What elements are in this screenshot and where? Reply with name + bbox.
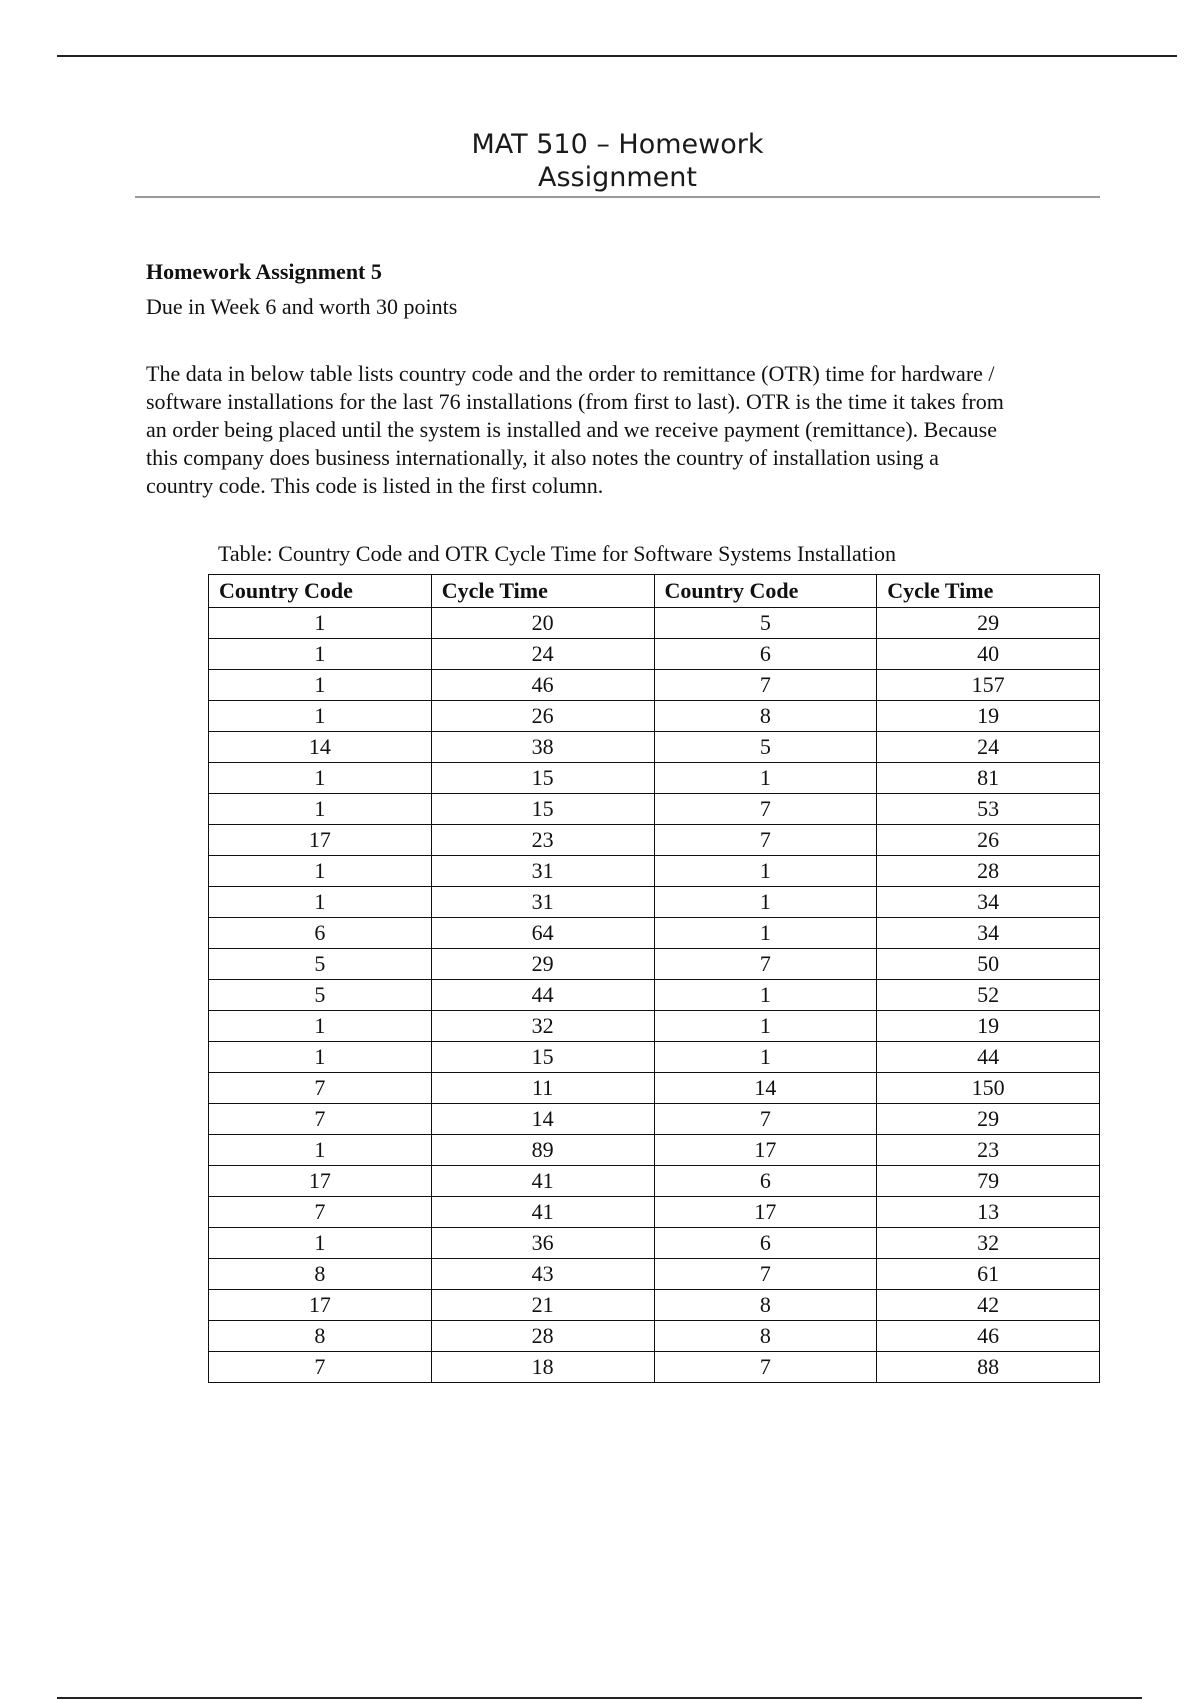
table-row xyxy=(209,825,1100,856)
cycle-time-cell: 42 xyxy=(877,1290,1100,1321)
cycle-time-cell: 52 xyxy=(877,980,1100,1011)
cycle-time-cell: 32 xyxy=(877,1228,1100,1259)
table-header-row xyxy=(209,575,1100,608)
cycle-time-cell: 15 xyxy=(431,1042,654,1073)
country-code-cell: 7 xyxy=(209,1197,432,1228)
country-code-cell: 1 xyxy=(209,1042,432,1073)
country-code-cell: 8 xyxy=(209,1321,432,1352)
country-code-cell: 7 xyxy=(654,1259,877,1290)
cycle-time-cell: 43 xyxy=(431,1259,654,1290)
cycle-time-cell: 20 xyxy=(431,608,654,639)
country-code-cell: 8 xyxy=(654,1321,877,1352)
table-row xyxy=(209,918,1100,949)
cycle-time-cell: 41 xyxy=(431,1197,654,1228)
table-row xyxy=(209,701,1100,732)
paragraph-line: The data in below table lists country code and the order to remittance (OTR) time for hardware / xyxy=(146,361,995,386)
country-code-cell: 1 xyxy=(654,980,877,1011)
due-note: Due in Week 6 and worth 30 points xyxy=(146,294,458,319)
cycle-time-cell: 26 xyxy=(431,701,654,732)
cycle-time-cell: 15 xyxy=(431,794,654,825)
country-code-cell: 17 xyxy=(654,1135,877,1166)
table-row xyxy=(209,670,1100,701)
country-code-cell: 1 xyxy=(209,608,432,639)
paragraph-line: this company does business internationally, it also notes the country of installation using a xyxy=(146,445,939,470)
country-code-cell: 5 xyxy=(209,980,432,1011)
cycle-time-cell: 157 xyxy=(877,670,1100,701)
country-code-cell: 1 xyxy=(209,1228,432,1259)
cycle-time-cell: 23 xyxy=(431,825,654,856)
table-row xyxy=(209,1228,1100,1259)
country-code-cell: 6 xyxy=(209,918,432,949)
country-code-cell: 7 xyxy=(654,1352,877,1383)
table-body xyxy=(209,608,1100,1383)
country-code-cell: 17 xyxy=(654,1197,877,1228)
cycle-time-cell: 53 xyxy=(877,794,1100,825)
country-code-cell: 14 xyxy=(654,1073,877,1104)
table-row xyxy=(209,980,1100,1011)
cycle-time-cell: 50 xyxy=(877,949,1100,980)
country-code-cell: 6 xyxy=(654,1228,877,1259)
cycle-time-cell: 13 xyxy=(877,1197,1100,1228)
country-code-cell: 1 xyxy=(654,1042,877,1073)
country-code-cell: 7 xyxy=(654,794,877,825)
country-code-cell: 6 xyxy=(654,1166,877,1197)
table-row xyxy=(209,1011,1100,1042)
country-code-cell: 1 xyxy=(209,1135,432,1166)
country-code-cell: 1 xyxy=(209,856,432,887)
table-caption: Table: Country Code and OTR Cycle Time for Software Systems Installation xyxy=(218,541,896,566)
country-code-cell: 1 xyxy=(654,763,877,794)
country-code-cell: 7 xyxy=(654,949,877,980)
assignment-heading: Homework Assignment 5 xyxy=(146,259,382,284)
cycle-time-cell: 24 xyxy=(877,732,1100,763)
otr-data-table xyxy=(208,574,1100,1383)
table-row xyxy=(209,1352,1100,1383)
country-code-cell: 7 xyxy=(209,1104,432,1135)
country-code-cell: 7 xyxy=(654,1104,877,1135)
cycle-time-cell: 19 xyxy=(877,701,1100,732)
table-row xyxy=(209,1104,1100,1135)
cycle-time-cell: 44 xyxy=(431,980,654,1011)
table-row xyxy=(209,1321,1100,1352)
document-title xyxy=(135,128,1100,194)
cycle-time-cell: 44 xyxy=(877,1042,1100,1073)
table-row xyxy=(209,1135,1100,1166)
cycle-time-cell: 26 xyxy=(877,825,1100,856)
table-row xyxy=(209,1166,1100,1197)
cycle-time-cell: 21 xyxy=(431,1290,654,1321)
country-code-cell: 1 xyxy=(654,856,877,887)
country-code-cell: 7 xyxy=(654,670,877,701)
cycle-time-cell: 31 xyxy=(431,887,654,918)
table-row xyxy=(209,794,1100,825)
header-cycle-time: Cycle Time xyxy=(877,575,1100,608)
table-row xyxy=(209,1197,1100,1228)
table-row xyxy=(209,949,1100,980)
cycle-time-cell: 46 xyxy=(431,670,654,701)
header-country-code: Country Code xyxy=(654,575,877,608)
cycle-time-cell: 34 xyxy=(877,918,1100,949)
header-cycle-time: Cycle Time xyxy=(431,575,654,608)
cycle-time-cell: 23 xyxy=(877,1135,1100,1166)
cycle-time-cell: 29 xyxy=(877,1104,1100,1135)
cycle-time-cell: 46 xyxy=(877,1321,1100,1352)
country-code-cell: 17 xyxy=(209,1290,432,1321)
country-code-cell: 1 xyxy=(209,701,432,732)
table-row xyxy=(209,1290,1100,1321)
country-code-cell: 1 xyxy=(209,887,432,918)
title-underline xyxy=(135,196,1100,198)
country-code-cell: 1 xyxy=(209,670,432,701)
cycle-time-cell: 40 xyxy=(877,639,1100,670)
country-code-cell: 7 xyxy=(209,1073,432,1104)
table-row xyxy=(209,732,1100,763)
cycle-time-cell: 29 xyxy=(877,608,1100,639)
country-code-cell: 7 xyxy=(654,825,877,856)
country-code-cell: 6 xyxy=(654,639,877,670)
cycle-time-cell: 64 xyxy=(431,918,654,949)
country-code-cell: 17 xyxy=(209,1166,432,1197)
cycle-time-cell: 61 xyxy=(877,1259,1100,1290)
page-top-rule xyxy=(57,55,1177,57)
document-title-line-1: MAT 510 – Homework xyxy=(471,129,764,160)
country-code-cell: 17 xyxy=(209,825,432,856)
cycle-time-cell: 41 xyxy=(431,1166,654,1197)
cycle-time-cell: 36 xyxy=(431,1228,654,1259)
cycle-time-cell: 28 xyxy=(431,1321,654,1352)
country-code-cell: 7 xyxy=(209,1352,432,1383)
cycle-time-cell: 150 xyxy=(877,1073,1100,1104)
cycle-time-cell: 38 xyxy=(431,732,654,763)
cycle-time-cell: 34 xyxy=(877,887,1100,918)
country-code-cell: 8 xyxy=(209,1259,432,1290)
country-code-cell: 14 xyxy=(209,732,432,763)
country-code-cell: 1 xyxy=(209,1011,432,1042)
table-row xyxy=(209,887,1100,918)
country-code-cell: 8 xyxy=(654,1290,877,1321)
country-code-cell: 1 xyxy=(209,639,432,670)
country-code-cell: 5 xyxy=(654,608,877,639)
cycle-time-cell: 11 xyxy=(431,1073,654,1104)
cycle-time-cell: 32 xyxy=(431,1011,654,1042)
country-code-cell: 1 xyxy=(654,918,877,949)
paragraph-line: software installations for the last 76 installations (from first to last). OTR is the time it takes from xyxy=(146,389,1004,414)
country-code-cell: 5 xyxy=(209,949,432,980)
cycle-time-cell: 15 xyxy=(431,763,654,794)
country-code-cell: 1 xyxy=(654,887,877,918)
cycle-time-cell: 18 xyxy=(431,1352,654,1383)
header-country-code: Country Code xyxy=(209,575,432,608)
table-row xyxy=(209,1042,1100,1073)
table-row xyxy=(209,1259,1100,1290)
cycle-time-cell: 28 xyxy=(877,856,1100,887)
cycle-time-cell: 14 xyxy=(431,1104,654,1135)
paragraph-line: country code. This code is listed in the first column. xyxy=(146,473,604,498)
table-row xyxy=(209,856,1100,887)
country-code-cell: 1 xyxy=(209,794,432,825)
country-code-cell: 1 xyxy=(654,1011,877,1042)
cycle-time-cell: 88 xyxy=(877,1352,1100,1383)
country-code-cell: 5 xyxy=(654,732,877,763)
table-row xyxy=(209,1073,1100,1104)
description-paragraph xyxy=(146,360,1101,500)
country-code-cell: 1 xyxy=(209,763,432,794)
table-row xyxy=(209,639,1100,670)
cycle-time-cell: 24 xyxy=(431,639,654,670)
document-title-line-2: Assignment xyxy=(538,162,697,193)
cycle-time-cell: 29 xyxy=(431,949,654,980)
cycle-time-cell: 81 xyxy=(877,763,1100,794)
cycle-time-cell: 79 xyxy=(877,1166,1100,1197)
cycle-time-cell: 31 xyxy=(431,856,654,887)
table-row xyxy=(209,608,1100,639)
country-code-cell: 8 xyxy=(654,701,877,732)
table-row xyxy=(209,763,1100,794)
page-bottom-rule xyxy=(57,1697,1142,1699)
cycle-time-cell: 89 xyxy=(431,1135,654,1166)
cycle-time-cell: 19 xyxy=(877,1011,1100,1042)
paragraph-line: an order being placed until the system is installed and we receive payment (remittance). Because xyxy=(146,417,997,442)
